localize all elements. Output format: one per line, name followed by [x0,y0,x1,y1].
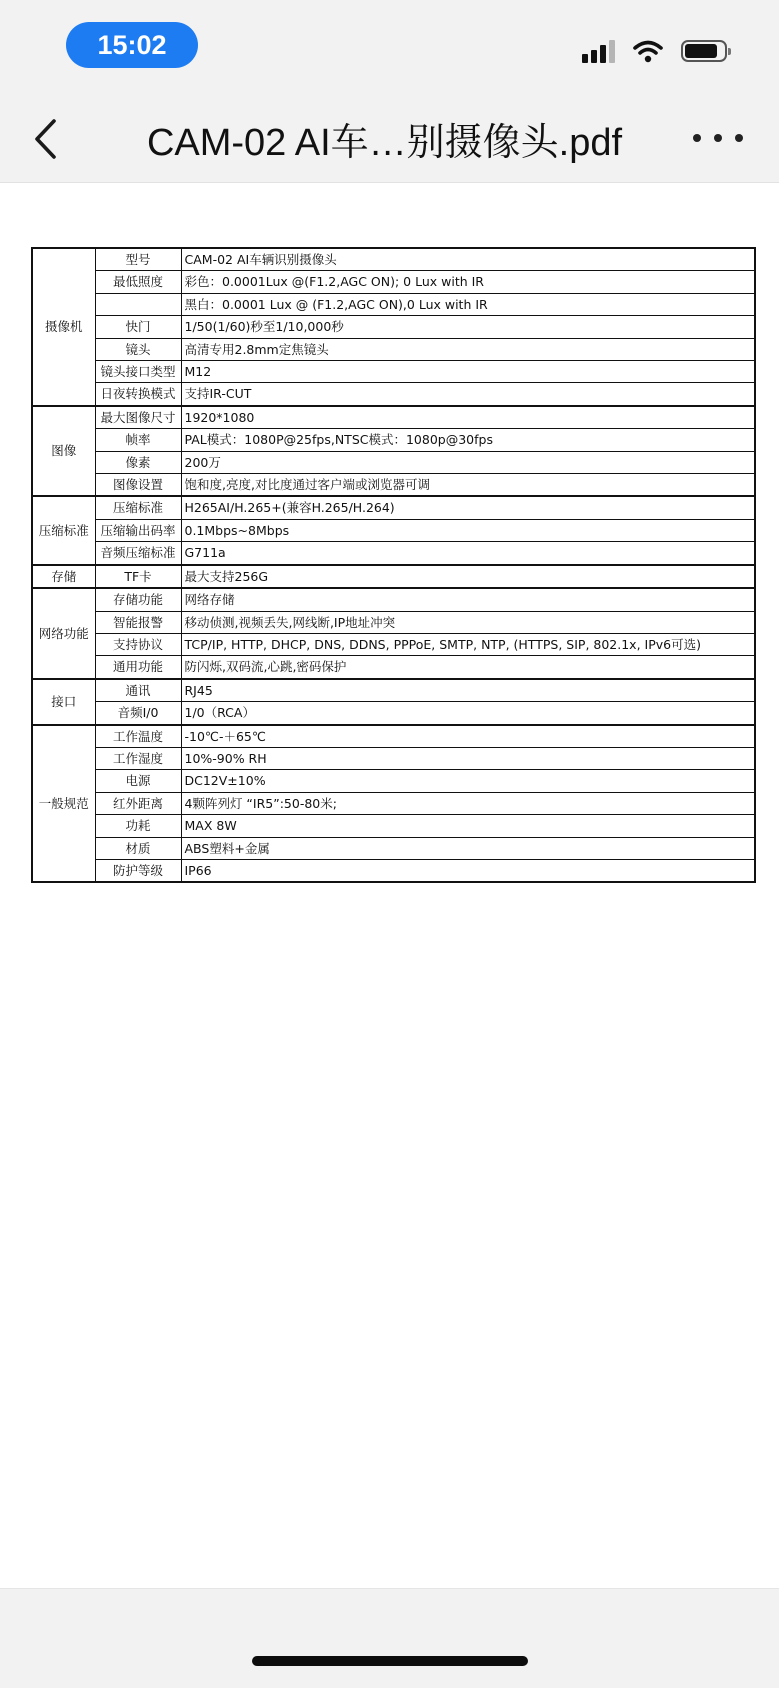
item-cell: 工作温度 [95,725,181,748]
item-cell: 型号 [95,248,181,271]
value-cell: 最大支持256G [181,565,755,588]
table-row [32,611,755,633]
value-cell: 0.1Mbps~8Mbps [181,519,755,541]
table-row [32,474,755,497]
table-row [32,633,755,655]
item-cell: 材质 [95,837,181,859]
item-cell: 通讯 [95,679,181,702]
value-cell: 饱和度,亮度,对比度通过客户端或浏览器可调 [181,474,755,497]
table-row [32,725,755,748]
table-row [32,429,755,451]
table-row [32,770,755,792]
value-cell: CAM-02 AI车辆识别摄像头 [181,248,755,271]
category-cell: 图像 [32,406,95,497]
category-cell: 压缩标准 [32,496,95,564]
item-cell: 功耗 [95,815,181,837]
value-cell: 高清专用2.8mm定焦镜头 [181,338,755,360]
value-cell: H265AI/H.265+(兼容H.265/H.264) [181,496,755,519]
item-cell: 日夜转换模式 [95,383,181,406]
value-cell: 支持IR-CUT [181,383,755,406]
item-cell: 像素 [95,451,181,473]
value-cell: ABS塑料+金属 [181,837,755,859]
item-cell: 镜头 [95,338,181,360]
table-row [32,679,755,702]
battery-icon [681,40,727,62]
item-cell: 支持协议 [95,633,181,655]
status-time[interactable]: 15:02 [66,22,198,68]
value-cell: RJ45 [181,679,755,702]
spec-table [31,247,756,883]
table-row [32,565,755,588]
pdf-page[interactable] [0,183,779,1588]
value-cell: M12 [181,361,755,383]
item-cell: 音频I/0 [95,702,181,725]
item-cell: 最低照度 [95,271,181,293]
value-cell: 彩色：0.0001Lux @(F1.2,AGC ON); 0 Lux with IR [181,271,755,293]
top-bar [0,0,779,183]
value-cell: PAL模式：1080P@25fps,NTSC模式：1080p@30fps [181,429,755,451]
item-cell: 镜头接口类型 [95,361,181,383]
item-cell: 帧率 [95,429,181,451]
table-row [32,837,755,859]
category-cell: 摄像机 [32,248,95,406]
category-cell: 存储 [32,565,95,588]
value-cell: -10℃-＋65℃ [181,725,755,748]
table-row [32,451,755,473]
back-button[interactable] [30,116,60,162]
table-row [32,271,755,293]
value-cell: 1/50(1/60)秒至1/10,000秒 [181,316,755,338]
item-cell: 电源 [95,770,181,792]
item-cell: 最大图像尺寸 [95,406,181,429]
value-cell: MAX 8W [181,815,755,837]
document-title: CAM-02 AI车…别摄像头.pdf [146,121,623,164]
more-dot-icon [735,134,743,142]
home-indicator[interactable] [252,1656,528,1666]
more-options-button[interactable] [693,126,743,150]
value-cell: IP66 [181,859,755,882]
value-cell: 4颗阵列灯 “IR5”:50-80米; [181,792,755,814]
table-row [32,519,755,541]
table-row [32,702,755,725]
value-cell: 网络存储 [181,588,755,611]
value-cell: 黑白：0.0001 Lux @ (F1.2,AGC ON),0 Lux with IR [181,293,755,315]
cellular-signal-icon [582,39,615,63]
table-row [32,588,755,611]
value-cell: 200万 [181,451,755,473]
item-cell: 音频压缩标准 [95,542,181,565]
item-cell: 图像设置 [95,474,181,497]
value-cell: 防闪烁,双码流,心跳,密码保护 [181,656,755,679]
table-row [32,815,755,837]
value-cell: DC12V±10% [181,770,755,792]
status-icons [582,38,727,64]
table-row [32,406,755,429]
table-row [32,248,755,271]
value-cell: 1920*1080 [181,406,755,429]
wifi-icon [633,39,663,63]
value-cell: 1/0（RCA） [181,702,755,725]
table-row [32,338,755,360]
more-dot-icon [693,134,701,142]
item-cell: 压缩标准 [95,496,181,519]
more-dot-icon [714,134,722,142]
item-cell: 工作湿度 [95,747,181,769]
item-cell: 存储功能 [95,588,181,611]
item-cell: TF卡 [95,565,181,588]
item-cell: 智能报警 [95,611,181,633]
item-cell: 通用功能 [95,656,181,679]
bottom-bar [0,1588,779,1688]
item-cell: 压缩输出码率 [95,519,181,541]
chevron-left-icon [32,118,58,160]
item-cell: 快门 [95,316,181,338]
item-cell: 防护等级 [95,859,181,882]
table-row [32,496,755,519]
value-cell: 移动侦测,视频丢失,网线断,IP地址冲突 [181,611,755,633]
table-row [32,361,755,383]
table-row [32,383,755,406]
category-cell: 接口 [32,679,95,725]
category-cell: 一般规范 [32,725,95,883]
table-row [32,859,755,882]
table-row [32,542,755,565]
category-cell: 网络功能 [32,588,95,679]
value-cell: G711a [181,542,755,565]
item-cell [95,293,181,315]
table-row [32,656,755,679]
table-row [32,316,755,338]
table-row [32,293,755,315]
table-row [32,747,755,769]
value-cell: 10%-90% RH [181,747,755,769]
value-cell: TCP/IP, HTTP, DHCP, DNS, DDNS, PPPoE, SMTP, NTP, (HTTPS, SIP, 802.1x, IPv6可选) [181,633,755,655]
item-cell: 红外距离 [95,792,181,814]
table-row [32,792,755,814]
